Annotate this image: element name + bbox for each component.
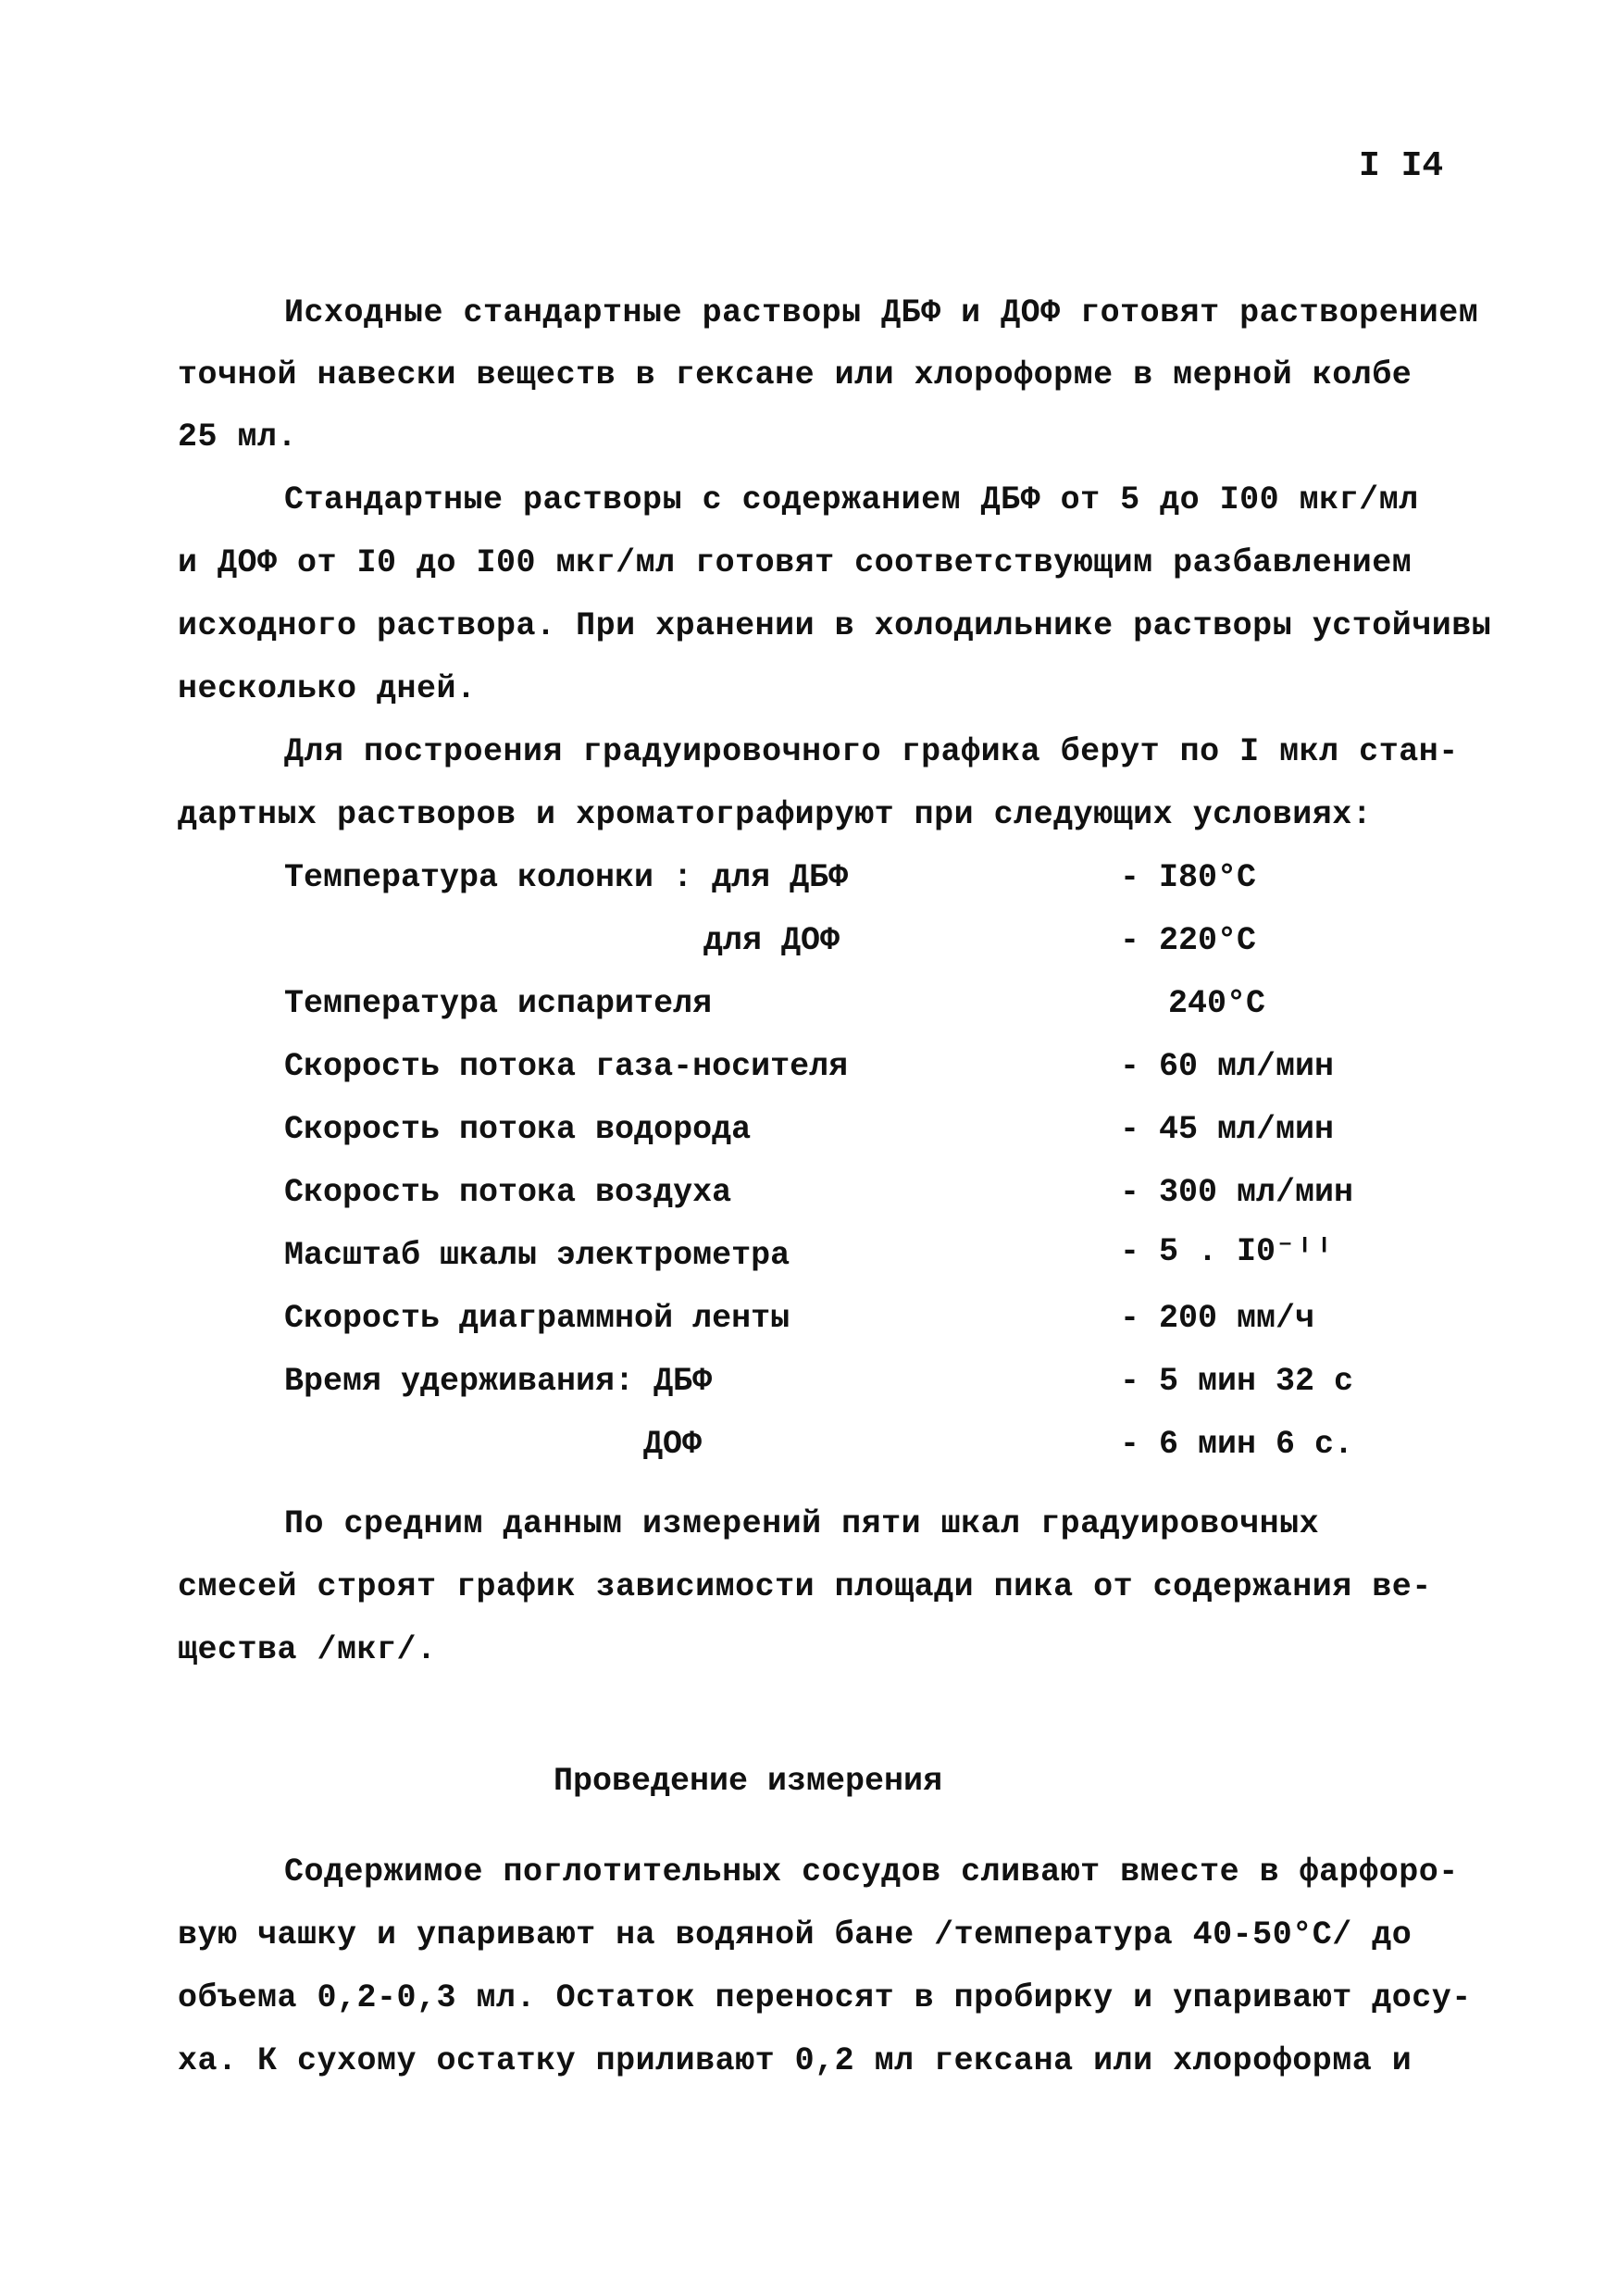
paragraph-4-line: По средним данным измерений пяти шкал градуировочных (284, 1505, 1320, 1542)
condition-value: - 300 мл/мин (1120, 1174, 1354, 1211)
condition-label: ДОФ (643, 1426, 703, 1463)
condition-value: - 200 мм/ч (1120, 1300, 1315, 1337)
paragraph-5-line: Содержимое поглотительных сосудов сливают вместе в фарфоро- (284, 1853, 1459, 1890)
paragraph-1-line: Исходные стандартные растворы ДБФ и ДОФ готовят растворением (284, 294, 1479, 331)
condition-label: Время удерживания: ДБФ (284, 1363, 713, 1400)
condition-value: - 60 мл/мин (1120, 1048, 1335, 1085)
paragraph-4-line: щества /мкг/. (178, 1631, 437, 1668)
condition-value: 240°C (1168, 985, 1266, 1022)
condition-label: Скорость потока воздуха (284, 1174, 732, 1211)
paragraph-5-line: вую чашку и упаривают на водяной бане /температура 40-50°C/ до (178, 1916, 1413, 1953)
condition-value: - 5 мин 32 с (1120, 1363, 1354, 1400)
condition-label: Температура колонки : для ДБФ (284, 859, 849, 896)
paragraph-5-line: объема 0,2-0,3 мл. Остаток переносят в пробирку и упаривают досу- (178, 1979, 1472, 2016)
condition-label: Скорость потока газа-носителя (284, 1048, 849, 1085)
paragraph-1-line: точной навески веществ в гексане или хлороформе в мерной колбе (178, 356, 1413, 393)
paragraph-4-line: смесей строят график зависимости площади пика от содержания ве- (178, 1568, 1432, 1605)
paragraph-2-line: исходного раствора. При хранении в холодильнике растворы устойчивы (178, 607, 1492, 644)
paragraph-2-line: Стандартные растворы с содержанием ДБФ от 5 до I00 мкг/мл (284, 481, 1419, 518)
condition-value: - 45 мл/мин (1120, 1111, 1335, 1148)
condition-label: Масштаб шкалы электрометра (284, 1237, 790, 1274)
condition-label: Скорость диаграммной ленты (284, 1300, 790, 1337)
paragraph-2-line: несколько дней. (178, 670, 477, 707)
paragraph-2-line: и ДОФ от I0 до I00 мкг/мл готовят соответствующим разбавлением (178, 544, 1413, 581)
condition-value: - 220°C (1120, 922, 1257, 959)
page-number: I I4 (1359, 146, 1444, 186)
condition-label: Скорость потока водорода (284, 1111, 752, 1148)
paragraph-3-line: дартных растворов и хроматографируют при следующих условиях: (178, 796, 1373, 833)
condition-label: Температура испарителя (284, 985, 713, 1022)
condition-value: - 5 . I0⁻ᴵᴵ (1120, 1233, 1335, 1270)
condition-label: для ДОФ (703, 922, 840, 959)
paragraph-3-line: Для построения градуировочного графика берут по I мкл стан- (284, 733, 1459, 770)
condition-value: - 6 мин 6 с. (1120, 1426, 1354, 1463)
paragraph-1-line: 25 мл. (178, 418, 298, 455)
condition-value: - I80°C (1120, 859, 1257, 896)
section-heading: Проведение измерения (554, 1763, 943, 1800)
paragraph-5-line: ха. К сухому остатку приливают 0,2 мл гексана или хлороформа и (178, 2042, 1413, 2079)
